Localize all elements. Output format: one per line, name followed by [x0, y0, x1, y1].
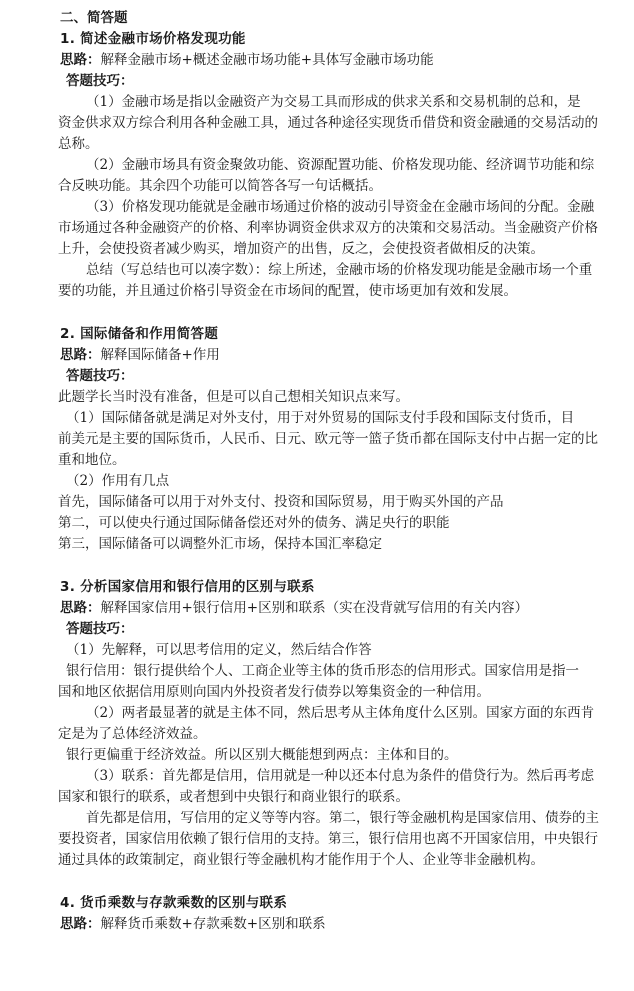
idea-text: 解释金融市场+概述金融市场功能+具体写金融市场功能	[100, 52, 434, 68]
paragraph-line: （2）两者最显著的就是主体不同，然后思考从主体角度什么区别。国家方面的东西肯	[86, 705, 595, 721]
question-4-idea	[60, 914, 606, 935]
idea-text: 解释国家信用+银行信用+区别和联系（实在没背就写信用的有关内容）	[100, 600, 529, 616]
question-3-idea	[60, 598, 606, 619]
paragraph-line: 合反映功能。其余四个功能可以简答各写一句话概括。	[58, 178, 382, 194]
idea-label: 思路：	[60, 600, 101, 616]
paragraph-line: 国家和银行的联系，或者想到中央银行和商业银行的联系。	[58, 789, 409, 805]
paragraph-line: 前美元是主要的国际货币，人民币、日元、欧元等一篮子货币都在国际支付中占据一定的比	[58, 431, 598, 447]
paragraph-line: （2）作用有几点	[66, 473, 170, 489]
idea-text: 解释货币乘数+存款乘数+区别和联系	[100, 916, 326, 932]
paragraph-line: 市场通过各种金融资产的价格、利率协调资金供求双方的决策和交易活动。当金融资产价格	[58, 220, 598, 236]
paragraph-line: 第三，国际储备可以调整外汇市场，保持本国汇率稳定	[58, 536, 382, 552]
paragraph-line: 资金供求双方综合利用各种金融工具，通过各种途径实现货币借贷和资金融通的交易活动的	[58, 115, 598, 131]
question-1-title: 1. 简述金融市场价格发现功能	[60, 31, 246, 47]
paragraph-line: 上升，会使投资者减少购买，增加资产的出售，反之，会使投资者做相反的决策。	[58, 241, 544, 257]
paragraph-line: 要的功能，并且通过价格引导资金在市场间的配置，使市场更加有效和发展。	[58, 283, 517, 299]
paragraph-line: 重和地位。	[58, 452, 126, 468]
paragraph-line: 总称。	[58, 136, 99, 152]
paragraph-line: （3）价格发现功能就是金融市场通过价格的波动引导资金在金融市场间的分配。金融	[86, 199, 595, 215]
paragraph-line: 此题学长当时没有准备，但是可以自己想相关知识点来写。	[58, 389, 409, 405]
paragraph-line: 国和地区依据信用原则向国内外投资者发行债券以筹集资金的一种信用。	[58, 684, 490, 700]
paragraph-line: 首先都是信用，写信用的定义等等内容。第二，银行等金融机构是国家信用、债券的主	[86, 810, 599, 826]
paragraph-line: 银行信用：银行提供给个人、工商企业等主体的货币形态的信用形式。国家信用是指一	[66, 663, 579, 679]
paragraph-line: （3）联系：首先都是信用，信用就是一种以还本付息为条件的借贷行为。然后再考虑	[86, 768, 595, 784]
paragraph-line: 第二，可以使央行通过国际储备偿还对外的债务、满足央行的职能	[58, 515, 450, 531]
paragraph-line: 银行更偏重于经济效益。所以区别大概能想到两点：主体和目的。	[66, 747, 458, 763]
question-3-title: 3. 分析国家信用和银行信用的区别与联系	[60, 579, 315, 595]
question-4-title: 4. 货币乘数与存款乘数的区别与联系	[60, 895, 288, 911]
paragraph-line: （1）先解释，可以思考信用的定义，然后结合作答	[66, 642, 372, 658]
paragraph-line: （2）金融市场具有资金聚敛功能、资源配置功能、价格发现功能、经济调节功能和综	[86, 157, 595, 173]
question-3-tips-label: 答题技巧：	[66, 621, 134, 637]
question-1-idea	[60, 50, 606, 71]
question-1-tips-label: 答题技巧：	[66, 73, 134, 89]
paragraph-line: 定是为了总体经济效益。	[58, 726, 207, 742]
question-2-tips-label: 答题技巧：	[66, 368, 134, 384]
paragraph-line: 首先，国际储备可以用于对外支付、投资和国际贸易，用于购买外国的产品	[58, 494, 504, 510]
idea-label: 思路：	[60, 347, 101, 363]
section-title: 二、简答题	[60, 10, 128, 26]
paragraph-line: （1）国际储备就是满足对外支付，用于对外贸易的国际支付手段和国际支付货币，目	[66, 410, 575, 426]
paragraph-line: 通过具体的政策制定，商业银行等金融机构才能作用于个人、企业等非金融机构。	[58, 852, 544, 868]
idea-label: 思路：	[60, 52, 101, 68]
idea-label: 思路：	[60, 916, 101, 932]
paragraph-line: 要投资者，国家信用依赖了银行信用的支持。第三，银行信用也离不开国家信用，中央银行	[58, 831, 598, 847]
question-2-title: 2. 国际储备和作用简答题	[60, 326, 219, 342]
paragraph-line: 总结（写总结也可以凑字数）：综上所述，金融市场的价格发现功能是金融市场一个重	[86, 262, 593, 278]
question-2-idea	[60, 345, 606, 366]
paragraph-line: （1）金融市场是指以金融资产为交易工具而形成的供求关系和交易机制的总和，是	[86, 94, 581, 110]
idea-text: 解释国际储备+作用	[100, 347, 220, 363]
